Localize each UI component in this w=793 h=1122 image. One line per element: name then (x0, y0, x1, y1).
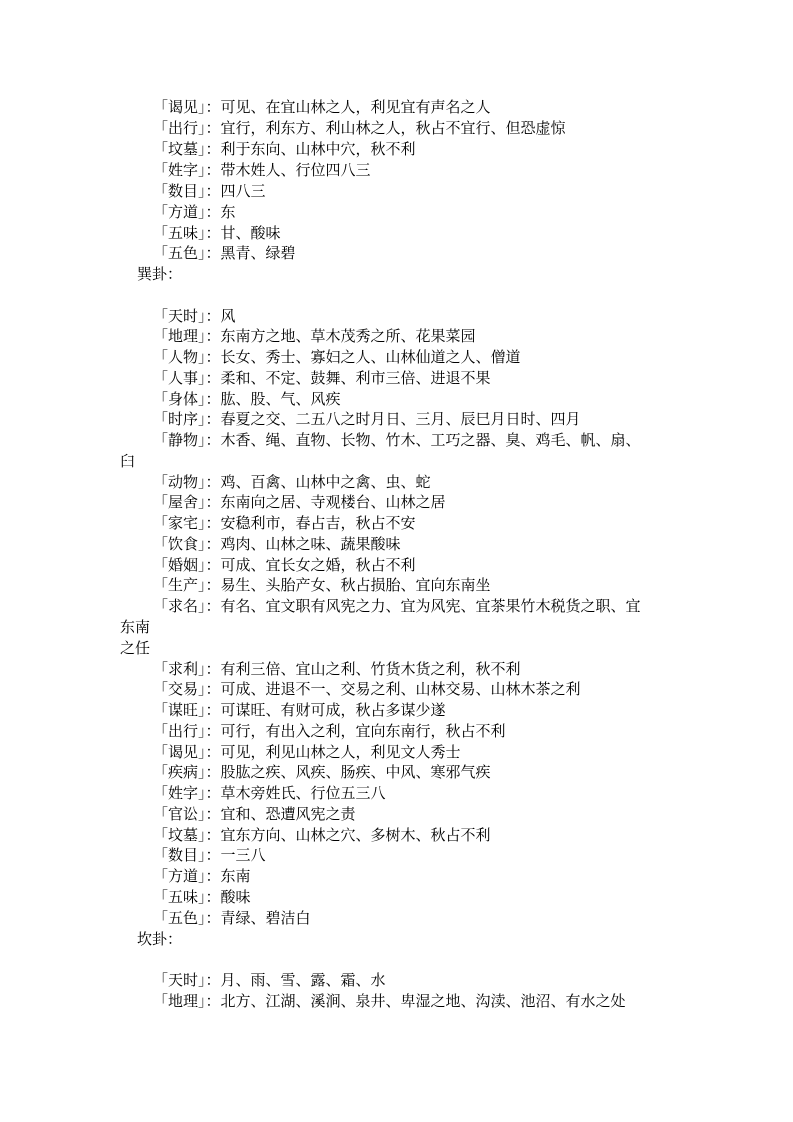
entry-line: 「婚姻」：可成、宜长女之婚，秋占不利 (153, 556, 416, 574)
entry-continuation: 之任 (120, 639, 151, 657)
entry-line: 「出行」：宜行，利东方、利山林之人，秋占不宜行、但恐虚惊 (153, 119, 566, 137)
entry-line: 「地理」：北方、江湖、溪涧、泉井、卑湿之地、沟渎、池沼、有水之处 (153, 992, 626, 1010)
entry-line: 「人事」：柔和、不定、鼓舞、利市三倍、进退不果 (153, 369, 491, 387)
entry-line: 「五色」：黑青、绿碧 (153, 244, 296, 262)
entry-line: 「天时」：月、雨、雪、露、霜、水 (153, 971, 386, 989)
entry-line: 「五色」：青绿、碧洁白 (153, 909, 311, 927)
entry-line: 「坟墓」：利于东向、山林中穴，秋不利 (153, 140, 416, 158)
entry-line: 「谒见」：可见、在宜山林之人，利见宜有声名之人 (153, 98, 491, 116)
entry-line: 「谒见」：可见，利见山林之人，利见文人秀士 (153, 743, 461, 761)
entry-line: 「姓字」：草木旁姓氏、行位五三八 (153, 784, 386, 802)
entry-line: 「动物」：鸡、百禽、山林中之禽、虫、蛇 (153, 473, 431, 491)
entry-line: 「姓字」：带木姓人、行位四八三 (153, 161, 371, 179)
section-heading-kan: 坎卦： (137, 930, 183, 948)
entry-continuation: 臼 (120, 452, 136, 470)
entry-line: 「疾病」：股肱之疾、风疾、肠疾、中风、寒邪气疾 (153, 763, 491, 781)
entry-line: 「出行」：可行，有出入之利，宜向东南行，秋占不利 (153, 722, 506, 740)
entry-line: 「方道」：东 (153, 203, 236, 221)
entry-line: 「数目」：四八三 (153, 182, 266, 200)
entry-line: 「官讼」：宜和、恐遭风宪之责 (153, 805, 356, 823)
entry-line: 「生产」：易生、头胎产女、秋占损胎、宜向东南坐 (153, 576, 491, 594)
entry-line: 「身体」：肱、股、气、风疾 (153, 390, 341, 408)
entry-line: 「坟墓」：宜东方向、山林之穴、多树木、秋占不利 (153, 826, 491, 844)
entry-line: 「饮食」：鸡肉、山林之味、蔬果酸味 (153, 535, 401, 553)
entry-line: 「地理」：东南方之地、草木茂秀之所、花果菜园 (153, 327, 476, 345)
entry-line: 「天时」：风 (153, 307, 236, 325)
entry-line: 「谋旺」：可谋旺、有财可成，秋占多谋少遂 (153, 701, 446, 719)
entry-line: 「交易」：可成、进退不一、交易之利、山林交易、山林木茶之利 (153, 680, 581, 698)
entry-line: 「静物」：木香、绳、直物、长物、竹木、工巧之器、臭、鸡毛、帆、扇、 (153, 431, 641, 449)
entry-line: 「五味」：酸味 (153, 888, 251, 906)
entry-line: 「屋舍」：东南向之居、寺观楼台、山林之居 (153, 493, 446, 511)
entry-line: 「时序」：春夏之交、二五八之时月日、三月、辰巳月日时、四月 (153, 410, 581, 428)
section-heading-xun: 巽卦： (137, 265, 183, 283)
entry-line: 「求名」：有名、宜文职有风宪之力、宜为风宪、宜茶果竹木税货之职、宜 (153, 597, 641, 615)
entry-line: 「五味」：甘、酸味 (153, 224, 281, 242)
entry-line: 「人物」：长女、秀士、寡妇之人、山林仙道之人、僧道 (153, 348, 521, 366)
entry-continuation: 东南 (120, 618, 151, 636)
entry-line: 「求利」：有利三倍、宜山之利、竹货木货之利，秋不利 (153, 660, 521, 678)
entry-line: 「家宅」：安稳利市，春占吉，秋占不安 (153, 514, 416, 532)
entry-line: 「数目」：一三八 (153, 846, 266, 864)
entry-line: 「方道」：东南 (153, 867, 251, 885)
